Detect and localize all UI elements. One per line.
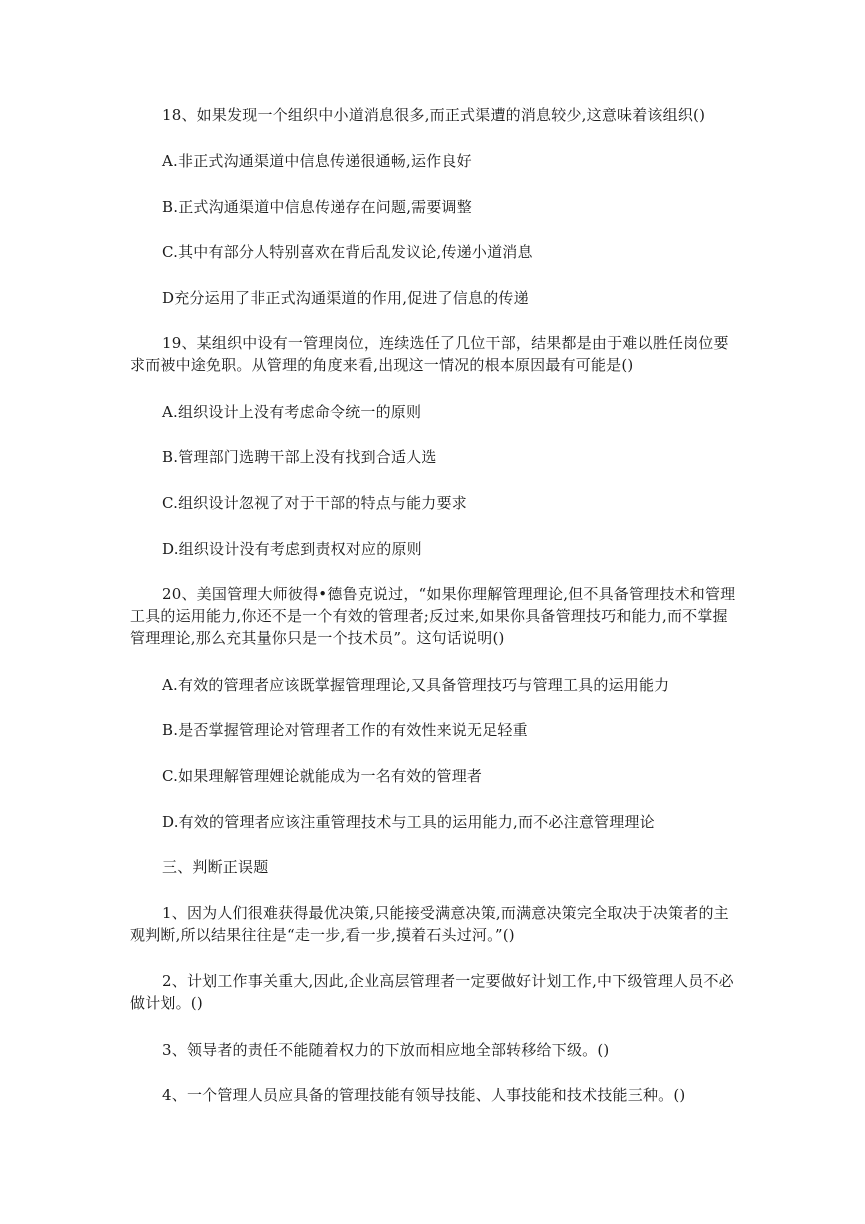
question-18-option-b: B.正式沟通渠道中信息传递存在问题,需要调整 [162,198,472,216]
section-3-heading: 三、判断正误题 [162,858,269,876]
question-18-option-c: C.其中有部分人特别喜欢在背后乱发议论,传递小道消息 [162,243,533,261]
question-20-stem: 20、美国管理大师彼得•德鲁克说过，“如果你理解管理理论,但不具备管理技术和管理工具的运用能力,你还不是一个有效的管理者;反过来,如果你具备管理技巧和能力,而不掌握管理理论,那么充其量你只是一个技术员”。这句话说明() [130,585,736,647]
question-20-option-c: C.如果理解管理娌论就能成为一名有效的管理者 [162,767,483,785]
question-19-option-a: A.组织设计上没有考虑命令统一的原则 [162,403,422,421]
question-20-option-d: D.有效的管理者应该注重管理技术与工具的运用能力,而不必注意管理理论 [162,813,655,831]
question-18-option-a: A.非正式沟通渠道中信息传递很通畅,运作良好 [162,152,472,170]
question-19-option-b: B.管理部门选聘干部上没有找到合适人选 [162,448,437,466]
judgment-item-2: 2、计划工作事关重大,因此,企业高层管理者一定要做好计划工作,中下级管理人员不必做计划。() [130,972,734,1012]
question-19-stem: 19、某组织中设有一管理岗位，连续选任了几位干部，结果都是由于难以胜任岗位要求而被中途免职。从管理的角度来看,出现这一情况的根本原因最有可能是() [130,334,729,374]
judgment-item-3: 3、领导者的责任不能随着权力的下放而相应地全部转移给下级。() [162,1041,610,1059]
question-20-option-a: A.有效的管理者应该既掌握管理理论,又具备管理技巧与管理工具的运用能力 [162,676,670,694]
judgment-item-4: 4、一个管理人员应具备的管理技能有领导技能、人事技能和技术技能三种。() [162,1086,686,1104]
question-19-option-d: D.组织设计没有考虑到责权对应的原则 [162,540,422,558]
question-19-option-c: C.组织设计忽视了对于干部的特点与能力要求 [162,494,467,512]
judgment-item-1: 1、因为人们很难获得最优决策,只能接受满意决策,而满意决策完全取决于决策者的主观判断,所以结果往往是“走一步,看一步,摸着石头过河。”() [130,904,729,944]
question-18-stem: 18、如果发现一个组织中小道消息很多,而正式渠遭的消息较少,这意味着该组织() [162,106,706,124]
question-18-option-d: D充分运用了非正式沟通渠道的作用,促进了信息的传递 [162,289,529,307]
question-20-option-b: B.是否掌握管理论对管理者工作的有效性来说无足轻重 [162,721,528,739]
